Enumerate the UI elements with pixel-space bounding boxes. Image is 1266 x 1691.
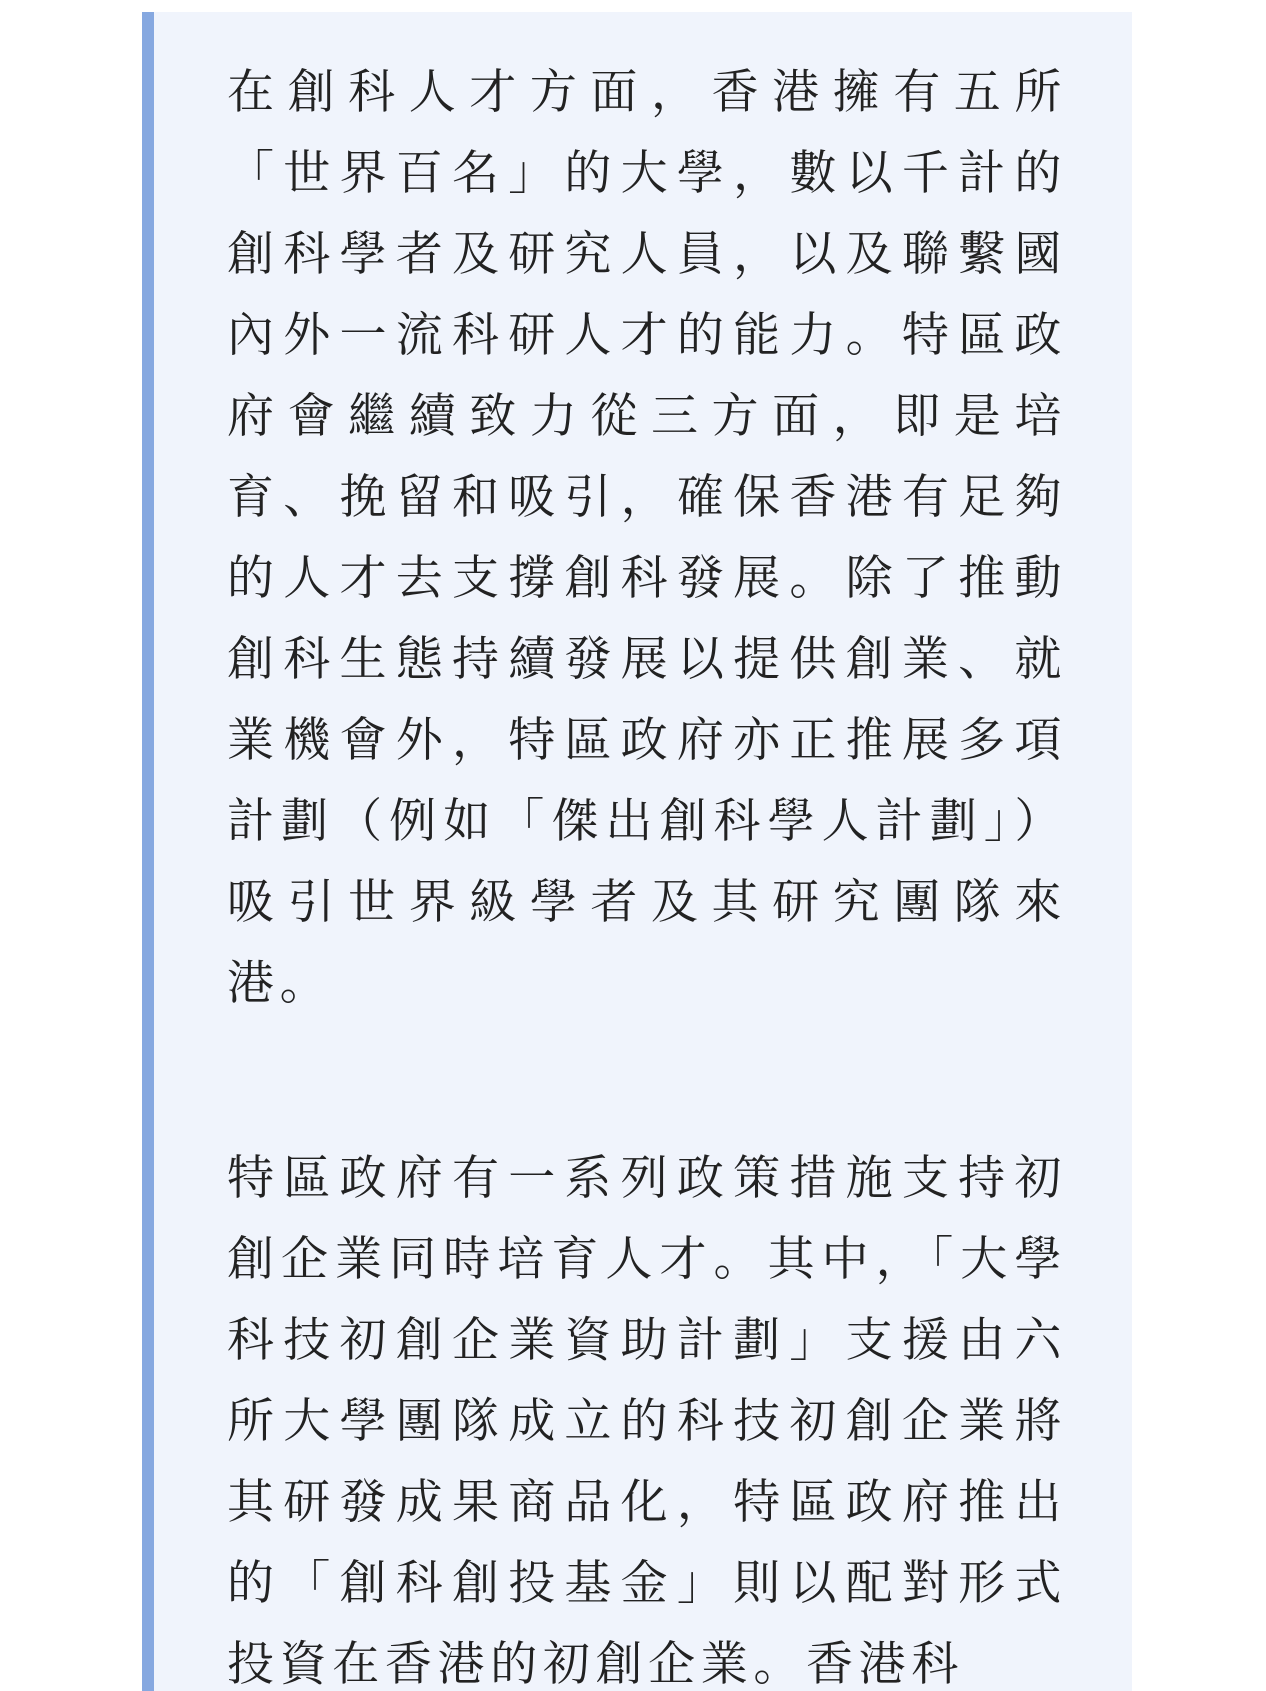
- blockquote-body: [227, 52, 1067, 1691]
- blockquote-accent-bar: [142, 12, 154, 1691]
- paragraph-talent: 在創科人才方面，香港擁有五所「世界百名」的大學，數以千計的創科學者及研究人員，以及聯繫國內外一流科研人才的能力。特區政府會繼續致力從三方面，即是培育、挽留和吸引，確保香港有足夠的人才去支撐創科發展。除了推動創科生態持續發展以提供創業、就業機會外，特區政府亦正推展多項計劃（例如「傑出創科學人計劃」）吸引世界級學者及其研究團隊來港。: [227, 65, 1067, 1011]
- paragraph-startup-support: 特區政府有一系列政策措施支持初創企業同時培育人才。其中，「大學科技初創企業資助計劃」支援由六所大學團隊成立的科技初創企業將其研發成果商品化，特區政府推出的「創科創投基金」則以配對形式投資在香港的初創企業。香港科: [227, 1151, 1067, 1691]
- blockquote-panel: [142, 12, 1132, 1691]
